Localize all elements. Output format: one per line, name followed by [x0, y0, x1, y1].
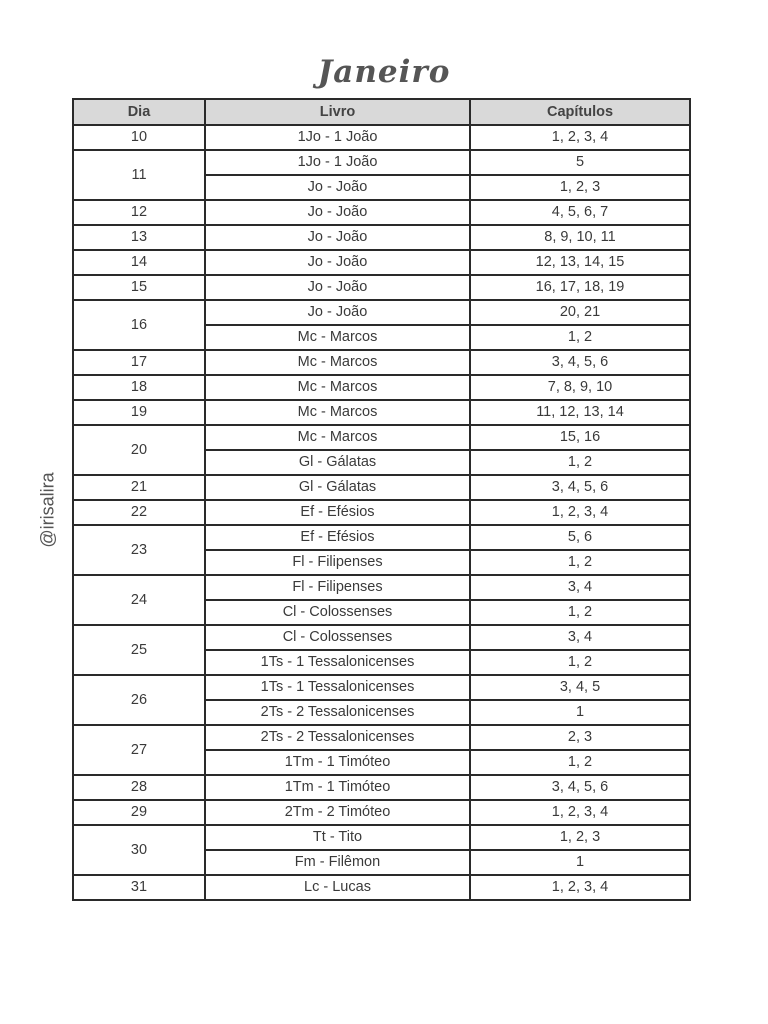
cell-capitulos: 1, 2, 3, 4: [470, 800, 690, 825]
cell-dia: 30: [73, 825, 205, 875]
table-row: [73, 225, 690, 250]
cell-capitulos: 12, 13, 14, 15: [470, 250, 690, 275]
cell-dia: 10: [73, 125, 205, 150]
cell-dia: 26: [73, 675, 205, 725]
cell-capitulos: 20, 21: [470, 300, 690, 325]
cell-capitulos: 7, 8, 9, 10: [470, 375, 690, 400]
cell-capitulos: 1, 2, 3: [470, 175, 690, 200]
cell-livro: Mc - Marcos: [205, 375, 470, 400]
cell-dia: 25: [73, 625, 205, 675]
cell-livro: Jo - João: [205, 275, 470, 300]
cell-livro: Ef - Efésios: [205, 500, 470, 525]
cell-livro: Cl - Colossenses: [205, 625, 470, 650]
cell-capitulos: 1: [470, 700, 690, 725]
cell-livro: Fm - Filêmon: [205, 850, 470, 875]
cell-capitulos: 5: [470, 150, 690, 175]
cell-capitulos: 1: [470, 850, 690, 875]
table-row: [73, 800, 690, 825]
cell-capitulos: 11, 12, 13, 14: [470, 400, 690, 425]
cell-livro: Gl - Gálatas: [205, 450, 470, 475]
cell-livro: 1Ts - 1 Tessalonicenses: [205, 650, 470, 675]
cell-livro: 2Ts - 2 Tessalonicenses: [205, 700, 470, 725]
column-header-livro: Livro: [205, 99, 470, 125]
cell-livro: Cl - Colossenses: [205, 600, 470, 625]
cell-dia: 20: [73, 425, 205, 475]
table-header-row: [73, 99, 690, 125]
table-row: [73, 575, 690, 600]
cell-livro: Gl - Gálatas: [205, 475, 470, 500]
cell-capitulos: 2, 3: [470, 725, 690, 750]
table-row: [73, 375, 690, 400]
cell-capitulos: 5, 6: [470, 525, 690, 550]
cell-livro: Fl - Filipenses: [205, 550, 470, 575]
table-row: [73, 500, 690, 525]
cell-capitulos: 1, 2: [470, 325, 690, 350]
table-row: [73, 525, 690, 550]
cell-livro: Mc - Marcos: [205, 325, 470, 350]
cell-dia: 29: [73, 800, 205, 825]
cell-dia: 24: [73, 575, 205, 625]
cell-livro: Ef - Efésios: [205, 525, 470, 550]
table-body: [73, 125, 690, 900]
cell-capitulos: 3, 4, 5, 6: [470, 350, 690, 375]
cell-livro: Tt - Tito: [205, 825, 470, 850]
cell-livro: 2Tm - 2 Timóteo: [205, 800, 470, 825]
table-row: [73, 725, 690, 750]
table-row: [73, 425, 690, 450]
author-handle: @irisalira: [37, 472, 58, 548]
cell-dia: 21: [73, 475, 205, 500]
cell-livro: Jo - João: [205, 300, 470, 325]
table-row: [73, 250, 690, 275]
cell-capitulos: 3, 4: [470, 625, 690, 650]
table-row: [73, 300, 690, 325]
cell-livro: 2Ts - 2 Tessalonicenses: [205, 725, 470, 750]
cell-livro: Mc - Marcos: [205, 350, 470, 375]
cell-livro: Jo - João: [205, 200, 470, 225]
column-header-capitulos: Capítulos: [470, 99, 690, 125]
table-row: [73, 775, 690, 800]
column-header-dia: Dia: [73, 99, 205, 125]
cell-dia: 11: [73, 150, 205, 200]
cell-capitulos: 1, 2, 3, 4: [470, 500, 690, 525]
cell-livro: 1Ts - 1 Tessalonicenses: [205, 675, 470, 700]
cell-livro: 1Jo - 1 João: [205, 150, 470, 175]
page-title: Janeiro: [317, 54, 451, 90]
cell-capitulos: 1, 2: [470, 600, 690, 625]
cell-dia: 16: [73, 300, 205, 350]
cell-dia: 15: [73, 275, 205, 300]
cell-capitulos: 1, 2, 3, 4: [470, 125, 690, 150]
cell-dia: 31: [73, 875, 205, 900]
cell-dia: 14: [73, 250, 205, 275]
cell-livro: 1Tm - 1 Timóteo: [205, 775, 470, 800]
cell-livro: Jo - João: [205, 175, 470, 200]
cell-livro: Lc - Lucas: [205, 875, 470, 900]
cell-dia: 23: [73, 525, 205, 575]
cell-livro: Jo - João: [205, 250, 470, 275]
cell-livro: 1Jo - 1 João: [205, 125, 470, 150]
cell-capitulos: 1, 2, 3: [470, 825, 690, 850]
cell-capitulos: 16, 17, 18, 19: [470, 275, 690, 300]
cell-dia: 18: [73, 375, 205, 400]
reading-schedule-table: [72, 98, 691, 901]
cell-dia: 13: [73, 225, 205, 250]
cell-livro: Jo - João: [205, 225, 470, 250]
cell-dia: 22: [73, 500, 205, 525]
cell-capitulos: 1, 2: [470, 650, 690, 675]
cell-capitulos: 3, 4, 5: [470, 675, 690, 700]
cell-capitulos: 3, 4: [470, 575, 690, 600]
cell-livro: Fl - Filipenses: [205, 575, 470, 600]
cell-capitulos: 3, 4, 5, 6: [470, 475, 690, 500]
cell-livro: 1Tm - 1 Timóteo: [205, 750, 470, 775]
cell-dia: 19: [73, 400, 205, 425]
table-row: [73, 875, 690, 900]
cell-capitulos: 15, 16: [470, 425, 690, 450]
cell-dia: 12: [73, 200, 205, 225]
table-row: [73, 625, 690, 650]
cell-capitulos: 1, 2: [470, 550, 690, 575]
cell-dia: 17: [73, 350, 205, 375]
cell-capitulos: 1, 2: [470, 450, 690, 475]
cell-livro: Mc - Marcos: [205, 425, 470, 450]
table-row: [73, 125, 690, 150]
cell-capitulos: 4, 5, 6, 7: [470, 200, 690, 225]
table-row: [73, 150, 690, 175]
cell-capitulos: 3, 4, 5, 6: [470, 775, 690, 800]
table-row: [73, 400, 690, 425]
table-row: [73, 475, 690, 500]
table-row: [73, 825, 690, 850]
cell-dia: 28: [73, 775, 205, 800]
cell-capitulos: 8, 9, 10, 11: [470, 225, 690, 250]
table-row: [73, 350, 690, 375]
cell-livro: Mc - Marcos: [205, 400, 470, 425]
cell-dia: 27: [73, 725, 205, 775]
cell-capitulos: 1, 2, 3, 4: [470, 875, 690, 900]
table-row: [73, 200, 690, 225]
cell-capitulos: 1, 2: [470, 750, 690, 775]
table-row: [73, 275, 690, 300]
table-row: [73, 675, 690, 700]
